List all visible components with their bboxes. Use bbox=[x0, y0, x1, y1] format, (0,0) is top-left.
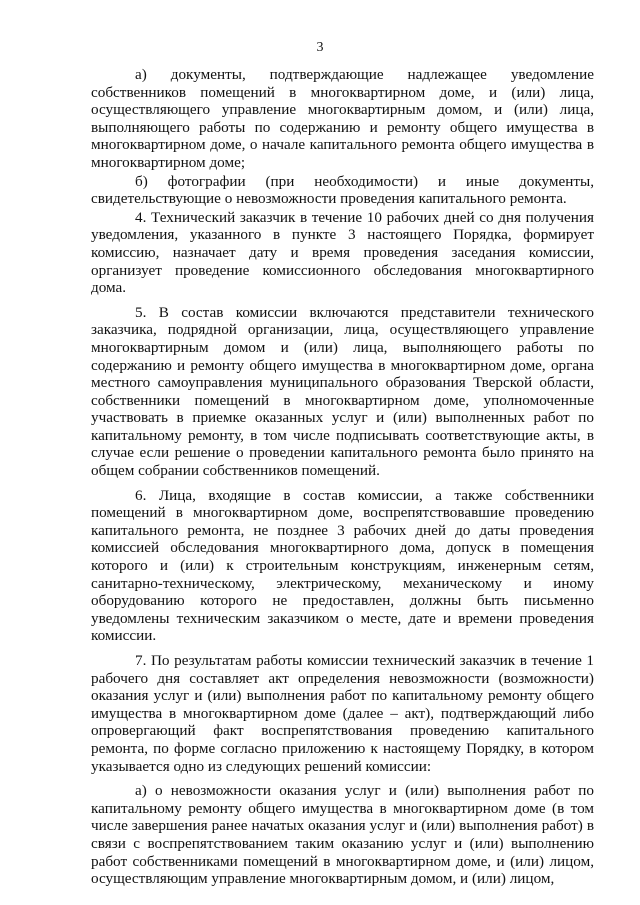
paragraph-3b: б) фотографии (при необходимости) и иные документы, свидетельствующие о невозможности проведения капитального ремонта. bbox=[91, 172, 594, 208]
document-body bbox=[91, 66, 594, 888]
paragraph-7a: а) о невозможности оказания услуг и (или) выполнения работ по капитальному ремонту общего имущества в многоквартирном доме (в том числе завершения ранее начатых оказания услуг и (или) выполнения работ) в связи с воспрепятствованием таким оказанию услуг и (или) выполнению работ собственниками помещений в многоквартирном доме, и (или) лицом, осуществляющим управление многоквартирным домом, и (или) лицом, bbox=[91, 782, 594, 888]
page-number: 3 bbox=[316, 40, 324, 55]
paragraph-6: 6. Лица, входящие в состав комиссии, а также собственники помещений в многоквартирном доме, воспрепятствовавшие проведению капитального ремонта, не позднее 3 рабочих дней до даты проведения комиссией обследования многоквартирного дома, допуск в помещения которого и (или) к строительным конструкциям, инженерным сетям, санитарно-техническому, электрическому, механическому и иному оборудованию которого не предоставлен, должны быть письменно уведомлены техническим заказчиком о месте, дате и времени проведения комиссии. bbox=[91, 486, 594, 645]
paragraph-4: 4. Технический заказчик в течение 10 рабочих дней со дня получения уведомления, указанного в пункте 3 настоящего Порядка, формирует комиссию, назначает дату и время проведения заседания комиссии, организует проведение комиссионного обследования многоквартирного дома. bbox=[91, 208, 594, 297]
paragraph-5: 5. В состав комиссии включаются представители технического заказчика, подрядной организации, лица, осуществляющего управление многоквартирным домом и (или) лица, выполняющего работы по содержанию и ремонту общего имущества в многоквартирном доме, органа местного самоуправления муниципального образования Тверской области, собственники помещений в многоквартирном доме, уполномоченные участвовать в приемке оказанных услуг и (или) выполненных работ по капитальному ремонту, в том числе подписывать соответствующие акты, в случае если решение о проведении капитального ремонта было принято на общем собрании собственников помещений. bbox=[91, 303, 594, 480]
paragraph-3a: а) документы, подтверждающие надлежащее уведомление собственников помещений в многоквартирном доме, и (или) лица, осуществляющего управление многоквартирным домом, и (или) лица, выполняющего работы по содержанию и ремонту общего имущества в многоквартирном доме, о начале капитального ремонта общего имущества в многоквартирном доме; bbox=[91, 66, 594, 171]
paragraph-7: 7. По результатам работы комиссии технический заказчик в течение 1 рабочего дня составляет акт определения невозможности (возможности) оказания услуг и (или) выполнения работ по капитальному ремонту общего имущества в многоквартирном доме (далее – акт), подтверждающий либо опровергающий факт воспрепятствования проведению капитального ремонта, по форме согласно приложению к настоящему Порядку, в котором указывается одно из следующих решений комиссии: bbox=[91, 652, 594, 775]
